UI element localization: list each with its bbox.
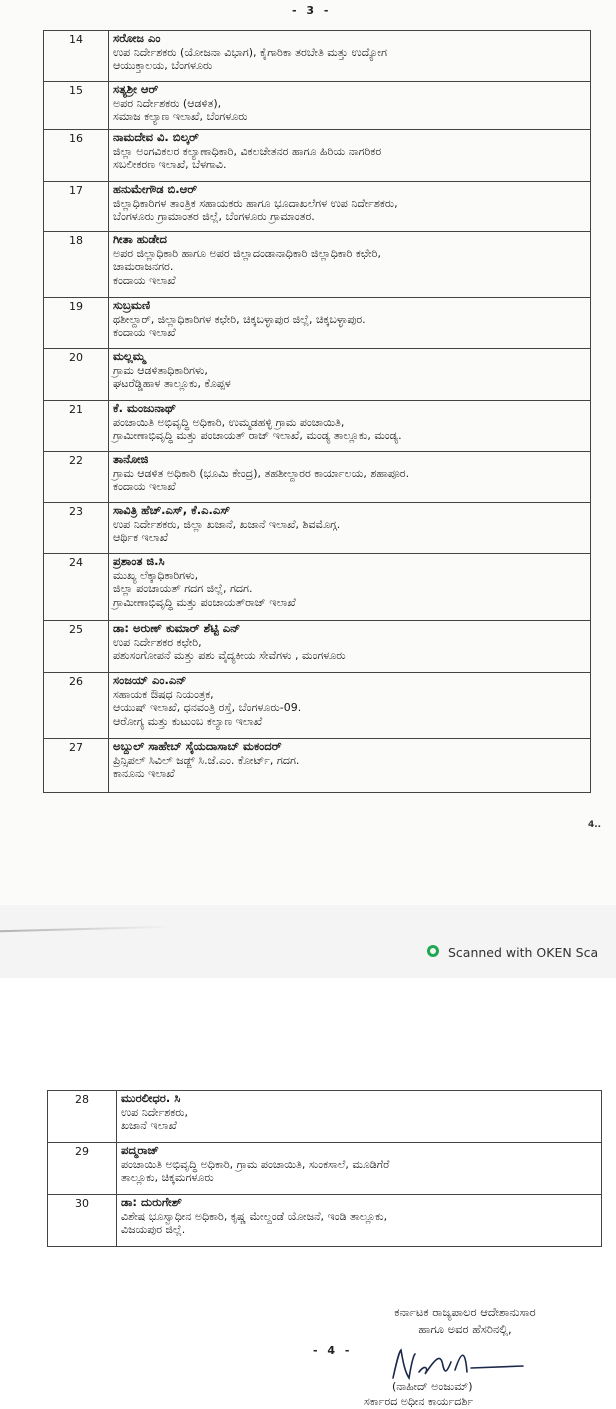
table-row [48, 1091, 602, 1143]
officer-designation-line: ಮುಖ್ಯ ಲೆಕ್ಕಾಧಿಕಾರಿಗಳು, [113, 568, 199, 582]
officer-details [117, 1091, 602, 1143]
scan-watermark: Scanned with OKEN Sca [448, 945, 599, 960]
officer-designation-line: ಚಾಮರಾಜನಗರ. [113, 260, 174, 273]
officer-details [109, 182, 591, 232]
officer-name: ಮುರಲೀಧರ. ಸಿ [121, 1091, 181, 1105]
officer-designation-line: ಪ್ರಿನ್ಸಿಪಲ್ ಸಿವಿಲ್ ಜಡ್ಜ್ ಸಿ.ಜೆ.ಎಂ. ಕೋರ್ಟ್, ಗದಗ. [113, 753, 300, 767]
officer-name: ಪದ್ಮರಾಜ್ [121, 1143, 159, 1157]
officer-designation-line: ಪಶುಸಂಗೋಪನೆ ಮತ್ತು ಪಶು ವೈದ್ಯಕೀಯ ಸೇವೆಗಳು , ಮಂಗಳೂರು [113, 649, 346, 662]
officer-designation-line: ಆಯುಕ್ತಾಲಯ, ಬೆಂಗಳೂರು [113, 59, 213, 72]
officer-designation-line: ಜಿಲ್ಲಾಧಿಕಾರಿಗಳ ತಾಂತ್ರಿಕ ಸಹಾಯಕರು ಹಾಗೂ ಭೂದಾಖಲೆಗಳ ಉಪ ನಿರ್ದೇಶಕರು, [113, 196, 398, 210]
officer-name: ಡಾ: ದುರುಗೇಶ್ [121, 1195, 182, 1209]
row-number: 18 [44, 232, 109, 298]
table-row [48, 1143, 602, 1195]
table-row [44, 554, 591, 621]
officer-name: ಸತ್ಯಶ್ರೀ ಆರ್ [113, 82, 159, 96]
officer-details [109, 739, 591, 793]
table-row [44, 349, 591, 401]
officer-details [109, 452, 591, 503]
officer-details [117, 1195, 602, 1247]
officer-designation-line: ಖಜಾನೆ ಇಲಾಖೆ [121, 1119, 177, 1132]
officer-details [109, 232, 591, 298]
officer-designation-line: ಉಪ ನಿರ್ದೇಶಕರು, [121, 1105, 189, 1119]
row-number: 16 [44, 130, 109, 182]
officer-designation-line: ಸಬಲೀಕರಣ ಇಲಾಖೆ, ಬೆಳಗಾವಿ. [113, 158, 227, 171]
officers-table-continued [47, 1090, 602, 1247]
page-number: - 4 - [313, 1344, 353, 1357]
officer-details [109, 673, 591, 739]
officer-designation-line: ಅಪರ ನಿರ್ದೇಶಕರು (ಆಡಳಿತ), [113, 96, 222, 110]
officer-designation-line: ಗ್ರಾಮ ಆಡಳಿತ ಅಧಿಕಾರಿ (ಭೂಮಿ ಕೇಂದ್ರ), ತಹಶೀಲ್ದಾರರ ಕಾರ್ಯಾಲಯ, ಶಹಾಪೂರ. [113, 466, 410, 480]
officer-name: ಅಬ್ದುಲ್ ಸಾಹೇಬ್ ಸೈಯದಾಸಾಬ್ ಮಕಂದರ್ [113, 739, 282, 753]
officer-designation-line: ಥಶೀಲ್ದಾರ್, ಜಿಲ್ಲಾಧಿಕಾರಿಗಳ ಕಛೇರಿ, ಚಿಕ್ಕಬಳ್ಳಾಪುರ ಜಿಲ್ಲೆ, ಚಿಕ್ಕಬಳ್ಳಾಪುರ. [113, 312, 366, 326]
row-number: 24 [44, 554, 109, 621]
officer-details [109, 503, 591, 554]
row-number: 29 [48, 1143, 117, 1195]
row-number: 27 [44, 739, 109, 793]
officer-name: ಕೆ. ಮಂಜುನಾಥ್ [113, 401, 177, 415]
page-number: - 3 - [292, 4, 332, 17]
officer-designation-line: ಕಾನೂನು ಇಲಾಖೆ [113, 767, 175, 780]
row-number: 15 [44, 82, 109, 130]
table-row [44, 621, 591, 673]
officer-name: ಸಾವಿತ್ರಿ ಹೆಚ್.ಎಸ್, ಕೆ.ಎ.ಎಸ್ [113, 503, 231, 517]
officer-name: ಮಲ್ಲಮ್ಮ [113, 349, 146, 363]
row-number: 21 [44, 401, 109, 452]
officer-designation-line: ಜಿಲ್ಲಾ ಅಂಗವಿಕಲರ ಕಲ್ಯಾಣಾಧಿಕಾರಿ, ವಿಕಲಚೇತನರ ಹಾಗೂ ಹಿರಿಯ ನಾಗರಿಕರ [113, 144, 382, 158]
scanner-logo-icon [427, 945, 439, 957]
officer-designation-line: ಕಂದಾಯ ಇಲಾಖೆ [113, 326, 176, 339]
row-number: 22 [44, 452, 109, 503]
officer-details [109, 130, 591, 182]
officer-name: ಸಂಜಯ್ ಎಂ.ಎನ್ [113, 673, 187, 687]
table-row [44, 82, 591, 130]
table-row [44, 739, 591, 793]
table-row [44, 452, 591, 503]
officer-name: ಡಾ: ಅರುಣ್ ಕುಮಾರ್ ಶೆಟ್ಟಿ ಎನ್ [113, 621, 241, 635]
officer-designation-line: ಕಂದಾಯ ಇಲಾಖೆ [113, 273, 176, 287]
officer-designation-line: ಘಟರೆಡ್ಡಿಹಾಳ ತಾಲ್ಲೂಕು, ಕೊಪ್ಪಳ [113, 377, 231, 390]
continuation-mark: 4.. [588, 820, 602, 830]
officer-designation-line: ಗ್ರಾಮ ಆಡಳಿತಾಧಿಕಾರಿಗಳು, [113, 363, 208, 377]
officer-name: ಪ್ರಶಾಂತ ಜಿ.ಸಿ [113, 554, 165, 568]
officer-designation-line: ವಿಜಯಪುರ ಜಿಲ್ಲೆ. [121, 1223, 186, 1236]
officer-name: ಸುಬ್ರಮಣಿ [113, 298, 151, 312]
officer-name: ಹನುಮೇಗೌಡ ಬಿ.ಆರ್ [113, 182, 198, 196]
officer-details [109, 82, 591, 130]
closing-line: ಹಾಗೂ ಅವರ ಹೆಸರಿನಲ್ಲಿ, [418, 1322, 512, 1336]
officer-name: ಗೀತಾ ಹುಡೇದ [113, 232, 167, 246]
officer-details [109, 349, 591, 401]
table-row [44, 232, 591, 298]
officer-designation-line: ಕಂದಾಯ ಇಲಾಖೆ [113, 480, 176, 493]
officer-designation-line: ಸಮಾಜ ಕಲ್ಯಾಣ ಇಲಾಖೆ, ಬೆಂಗಳೂರು [113, 110, 248, 123]
closing-line: ಕರ್ನಾಟಕ ರಾಜ್ಯಪಾಲರ ಆದೇಶಾನುಸಾರ [394, 1305, 536, 1319]
table-row [44, 130, 591, 182]
officer-designation-line: ಪಂಚಾಯಿತಿ ಅಭಿವೃದ್ಧಿ ಅಧಿಕಾರಿ, ಉಮ್ಮಡಹಳ್ಳಿ ಗ್ರಾಮ ಪಂಚಾಯಿತಿ, [113, 415, 345, 429]
table-row [44, 503, 591, 554]
table-row [44, 182, 591, 232]
officer-name: ತಾನೋಜಿ [113, 452, 149, 466]
officer-details [109, 401, 591, 452]
table-row [44, 673, 591, 739]
table-row [44, 31, 591, 82]
scan-gap [0, 905, 616, 978]
officer-details [109, 554, 591, 621]
signatory-name: (ನಾಹೀದ್ ಅಂಜುಮ್) [392, 1380, 473, 1393]
table-row [44, 298, 591, 349]
officer-designation-line: ಪಂಚಾಯಿತಿ ಅಭಿವೃದ್ಧಿ ಅಧಿಕಾರಿ, ಗ್ರಾಮ ಪಂಚಾಯಿತಿ, ಸುಂಕಸಾಲೆ, ಮೂಡಿಗೆರೆ [121, 1157, 390, 1171]
row-number: 25 [44, 621, 109, 673]
row-number: 20 [44, 349, 109, 401]
officer-details [109, 621, 591, 673]
officer-details [109, 31, 591, 82]
closing-block [320, 1304, 610, 1338]
row-number: 26 [44, 673, 109, 739]
officer-designation-line: ಆಯುಷ್ ಇಲಾಖೆ, ಧನವಂತ್ರಿ ರಸ್ತೆ, ಬೆಂಗಳೂರು-09. [113, 701, 302, 714]
officer-designation-line: ಅಪರ ಜಿಲ್ಲಾಧಿಕಾರಿ ಹಾಗೂ ಅಪರ ಜಿಲ್ಲಾದಂಡಾನಾಧಿಕಾರಿ ಜಿಲ್ಲಾಧಿಕಾರಿ ಕಛೇರಿ, [113, 246, 381, 260]
row-number: 17 [44, 182, 109, 232]
officer-designation-line: ಆರ್ಥಿಕ ಇಲಾಖೆ [113, 531, 169, 544]
row-number: 19 [44, 298, 109, 349]
officer-designation-line: ಆರೋಗ್ಯ ಮತ್ತು ಕುಟುಂಬ ಕಲ್ಯಾಣ ಇಲಾಖೆ [113, 714, 263, 728]
row-number: 14 [44, 31, 109, 82]
row-number: 28 [48, 1091, 117, 1143]
officer-designation-line: ಗ್ರಾಮೀಣಾಭಿವೃದ್ಧಿ ಮತ್ತು ಪಂಚಾಯತ್ ರಾಜ್ ಇಲಾಖೆ, ಮಂಡ್ಯ ತಾಲ್ಲೂಕು, ಮಂಡ್ಯ. [113, 429, 402, 442]
table-row [44, 401, 591, 452]
signatory-title: ಸರ್ಕಾರದ ಅಧೀನ ಕಾರ್ಯದರ್ಶಿ [364, 1395, 474, 1408]
officer-designation-line: ಸಹಾಯಕ ಔಷಧ ನಿಯಂತ್ರಕ, [113, 687, 214, 701]
table-row [48, 1195, 602, 1247]
officer-details [117, 1143, 602, 1195]
officer-name: ನಾಮದೇವ ವಿ. ಬಿಲ್ಕರ್ [113, 130, 199, 144]
row-number: 30 [48, 1195, 117, 1247]
officer-designation-line: ತಾಲ್ಲೂಕು, ಚಿಕ್ಕಮಗಳೂರು [121, 1171, 214, 1184]
officer-designation-line: ಉಪ ನಿರ್ದೇಶಕರು, ಜಿಲ್ಲಾ ಖಜಾನೆ, ಖಜಾನೆ ಇಲಾಖೆ, ಶಿವಮೊಗ್ಗ. [113, 517, 341, 531]
officer-details [109, 298, 591, 349]
officer-name: ಸರೋಜ ಎಂ [113, 31, 161, 45]
officer-designation-line: ಉಪ ನಿರ್ದೇಶಕರು (ಯೋಜನಾ ವಿಭಾಗ), ಕೈಗಾರಿಕಾ ತರಬೇತಿ ಮತ್ತು ಉದ್ಯೋಗ [113, 45, 387, 59]
officer-designation-line: ಬೆಂಗಳೂರು ಗ್ರಾಮಾಂತರ ಜಿಲ್ಲೆ, ಬೆಂಗಳೂರು ಗ್ರಾಮಾಂತರ. [113, 210, 315, 223]
officer-designation-line: ವಿಶೇಷ ಭೂಸ್ವಾಧೀನ ಅಧಿಕಾರಿ, ಕೃಷ್ಣ ಮೇಲ್ದಂಡೆ ಯೋಜನೆ, ಇಂಡಿ ತಾಲ್ಲೂಕು, [121, 1209, 388, 1223]
officer-designation-line: ಉಪ ನಿರ್ದೇಶಕರ ಕಛೇರಿ, [113, 635, 202, 649]
officer-designation-line: ಜಿಲ್ಲಾ ಪಂಚಾಯತ್ ಗದಗ ಜಿಲ್ಲೆ, ಗದಗ. [113, 582, 253, 595]
row-number: 23 [44, 503, 109, 554]
officer-designation-line: ಗ್ರಾಮೀಣಾಭಿವೃದ್ಧಿ ಮತ್ತು ಪಂಚಾಯತ್‌ರಾಜ್ ಇಲಾಖೆ [113, 595, 296, 609]
officers-table [43, 30, 591, 793]
